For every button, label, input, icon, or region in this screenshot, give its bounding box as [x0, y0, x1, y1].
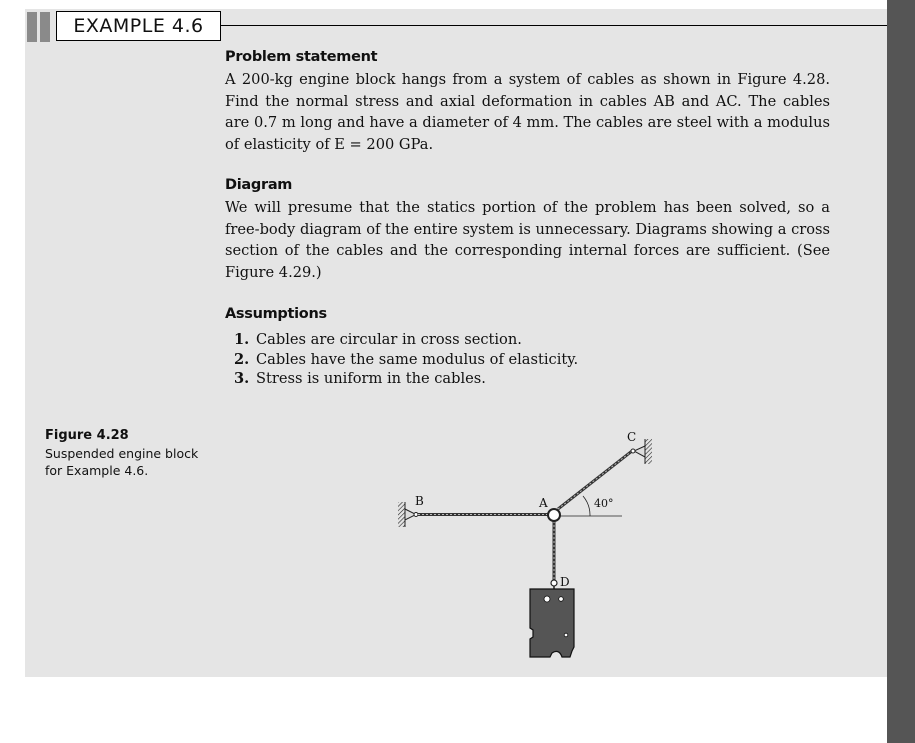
problem-statement-section — [225, 49, 830, 155]
title-rule — [221, 25, 887, 26]
diagram-text: We will presume that the statics portion of the problem has been solved, so a free-body diagram of the entire system is unnecessary. Diagrams showing a cross section of the cables and the corresponding internal forces are sufficient. (See Figure 4.29.) — [225, 199, 830, 281]
scrollbar[interactable] — [887, 0, 915, 743]
label-angle: 40° — [594, 497, 614, 510]
assumptions-list — [225, 330, 830, 389]
diagram-heading: Diagram — [225, 177, 293, 193]
assumptions-heading: Assumptions — [225, 306, 327, 322]
label-d: D — [560, 575, 570, 589]
hook-d — [551, 580, 557, 589]
angle-arc — [583, 496, 590, 516]
label-b: B — [415, 494, 424, 508]
list-item: 2. Cables have the same modulus of elasticity. — [234, 350, 579, 368]
problem-statement-text: A 200-kg engine block hangs from a system of cables as shown in Figure 4.28. Find the normal stress and axial deformation in cables AB and AC. The cables are 0.7 m long and have a diameter of 4 mm. The cables are steel with a modulus of elasticity of E = 200 GPa. — [225, 71, 830, 153]
ring-a — [548, 509, 560, 521]
example-title-box — [56, 11, 221, 41]
list-item: 1. Cables are circular in cross section. — [234, 331, 522, 348]
header-marker-bar — [27, 12, 37, 42]
diagram-section — [225, 177, 830, 283]
figure-label: Figure 4.28 — [45, 428, 129, 443]
figure-caption — [45, 428, 215, 479]
label-a: A — [539, 496, 548, 510]
engine-block — [530, 589, 574, 657]
figure-caption-text: Suspended engine block for Example 4.6. — [45, 446, 199, 478]
header-marker-bar — [40, 12, 50, 42]
problem-statement-heading: Problem statement — [225, 49, 378, 65]
list-item: 3. Stress is uniform in the cables. — [234, 370, 486, 387]
engine-block-figure — [390, 425, 670, 660]
example-title: EXAMPLE 4.6 — [73, 15, 204, 37]
assumptions-section — [225, 306, 830, 389]
label-c: C — [627, 430, 637, 444]
